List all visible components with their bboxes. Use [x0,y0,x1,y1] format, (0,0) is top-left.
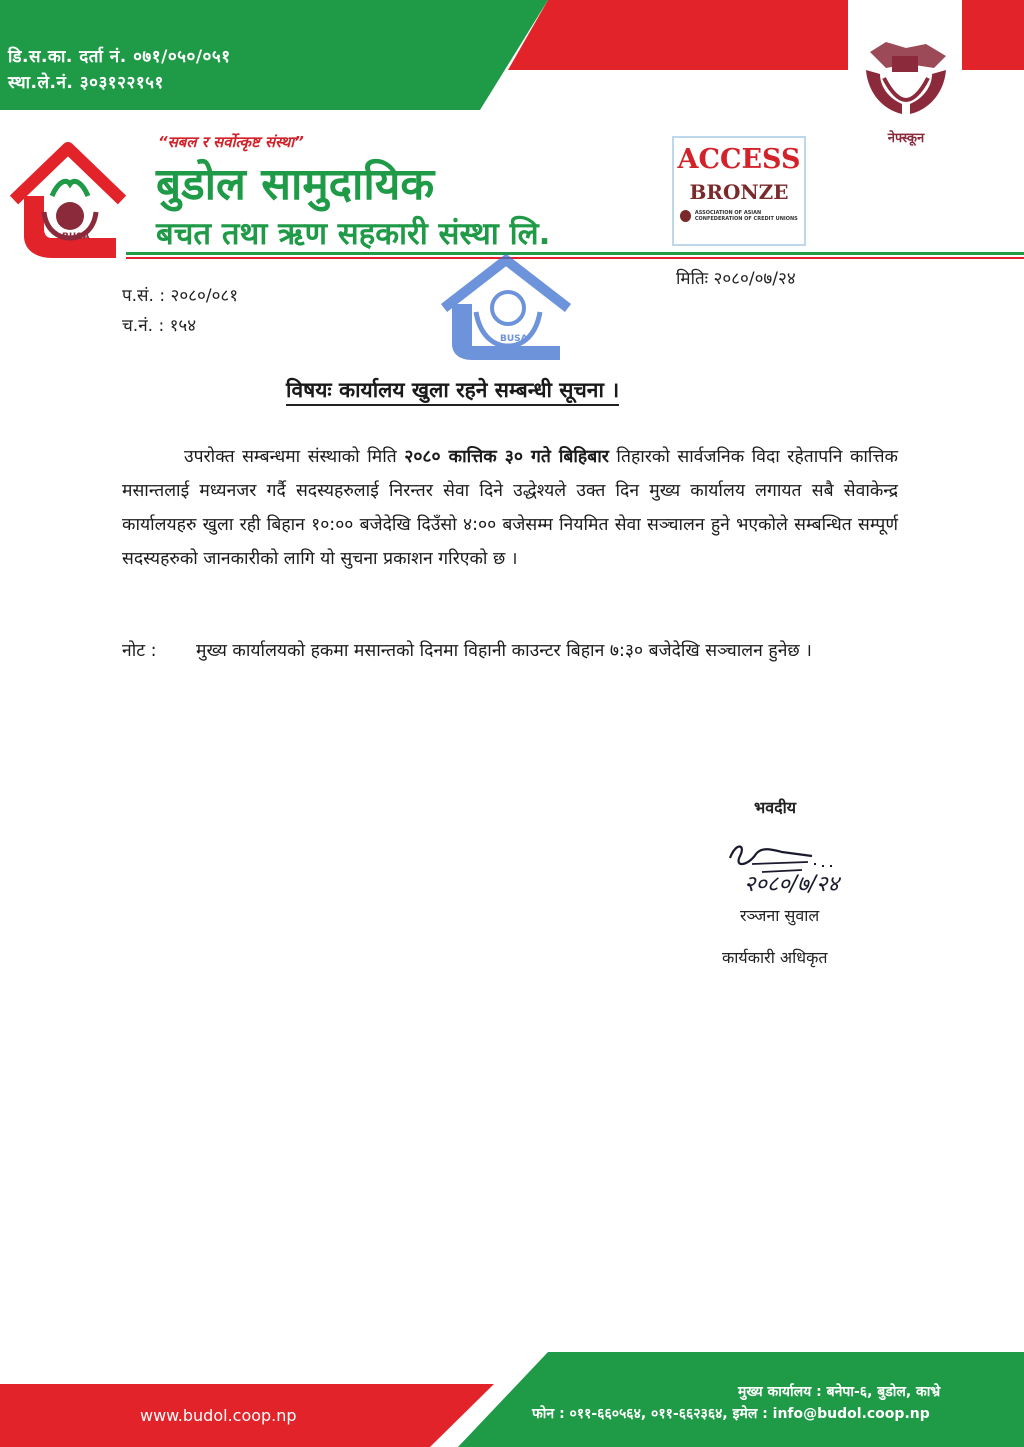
access-bronze-badge [672,136,806,246]
body-text-part2: तिहारको सार्वजनिक विदा रहेतापनि कात्तिक मसान्तलाई मध्यनजर गर्दै सदस्यहरुलाई निरन्तर सेवा दिने उद्धेश्यले उक्त दिन मुख्य कार्यालय लगायत सबै सेवाकेन्द्र कार्यालयहरु खुला रही बिहान १०:०० बजेदेखि दिउँसो ४:०० बजेसम्म नियमित सेवा सञ्चालन हुने भएकोले सम्बन्धित सम्पूर्ण सदस्यहरुको जानकारीको लागि यो सुचना प्रकाशन गरिएको छ । [122,447,898,569]
subject-text: विषयः कार्यालय खुला रहने सम्बन्धी सूचना । [286,378,619,406]
body-paragraph [122,440,898,576]
handwritten-date: २०८०/७/२४ [744,872,839,897]
note-text: मुख्य कार्यालयको हकमा मसान्तको दिनमा विहानी काउन्टर बिहान ७:३० बजेदेखि सञ्चालन हुनेछ । [196,641,812,661]
signatory-designation: कार्यकारी अधिकृत [722,948,828,967]
busa-logo-text: BUSA [62,232,90,242]
local-registration-number: स्था.ले.नं. ३०३१२२१५१ [8,73,164,93]
note-label: नोट : [122,641,157,661]
registration-number: डि.स.का. दर्ता नं. ०७१/०५०/०५१ [8,47,231,67]
access-footer: ASSOCIATION OF ASIAN CONFEDERATION OF CREDIT UNIONS [694,210,798,222]
tagline: “सबल र सर्वोत्कृष्ट संस्था” [158,133,304,151]
subject-line [286,376,619,404]
stamp-text: BUSA [500,334,528,344]
dispatch-number: च.नं. : १५४ [122,316,197,336]
access-title: ACCESS [677,144,801,175]
organization-stamp [436,252,576,364]
busa-logo [8,140,128,262]
footer-contact: फोन : ०११-६६०५६४, ०११-६६२३६४, इमेल : info@budol.coop.np [532,1406,930,1422]
closing-salutation: भवदीय [754,798,797,817]
nefscun-label: नेफ्स्कून [887,131,925,146]
body-text-part1: उपरोक्त सम्बन्धमा संस्थाको मिति [184,447,405,467]
access-subtitle: BRONZE [689,180,789,204]
nefscun-logo [856,34,956,144]
org-name-secondary: बचत तथा ऋण सहकारी संस्था लि. [156,216,551,252]
letter-date: मितिः २०८०/०७/२४ [676,269,796,289]
reference-number: प.सं. : २०८०/०८१ [122,286,239,306]
footer-website: www.budol.coop.np [140,1406,297,1425]
note-section [122,634,898,668]
accu-emblem-icon [680,210,691,222]
org-name-primary: बुडोल सामुदायिक [156,159,435,210]
footer-address: मुख्य कार्यालय : बनेपा-६, बुडोल, काभ्रे [738,1384,941,1400]
signatory-name: रञ्जना सुवाल [740,906,820,925]
body-text-bold: २०८० कात्तिक ३० गते बिहिबार [404,447,609,467]
